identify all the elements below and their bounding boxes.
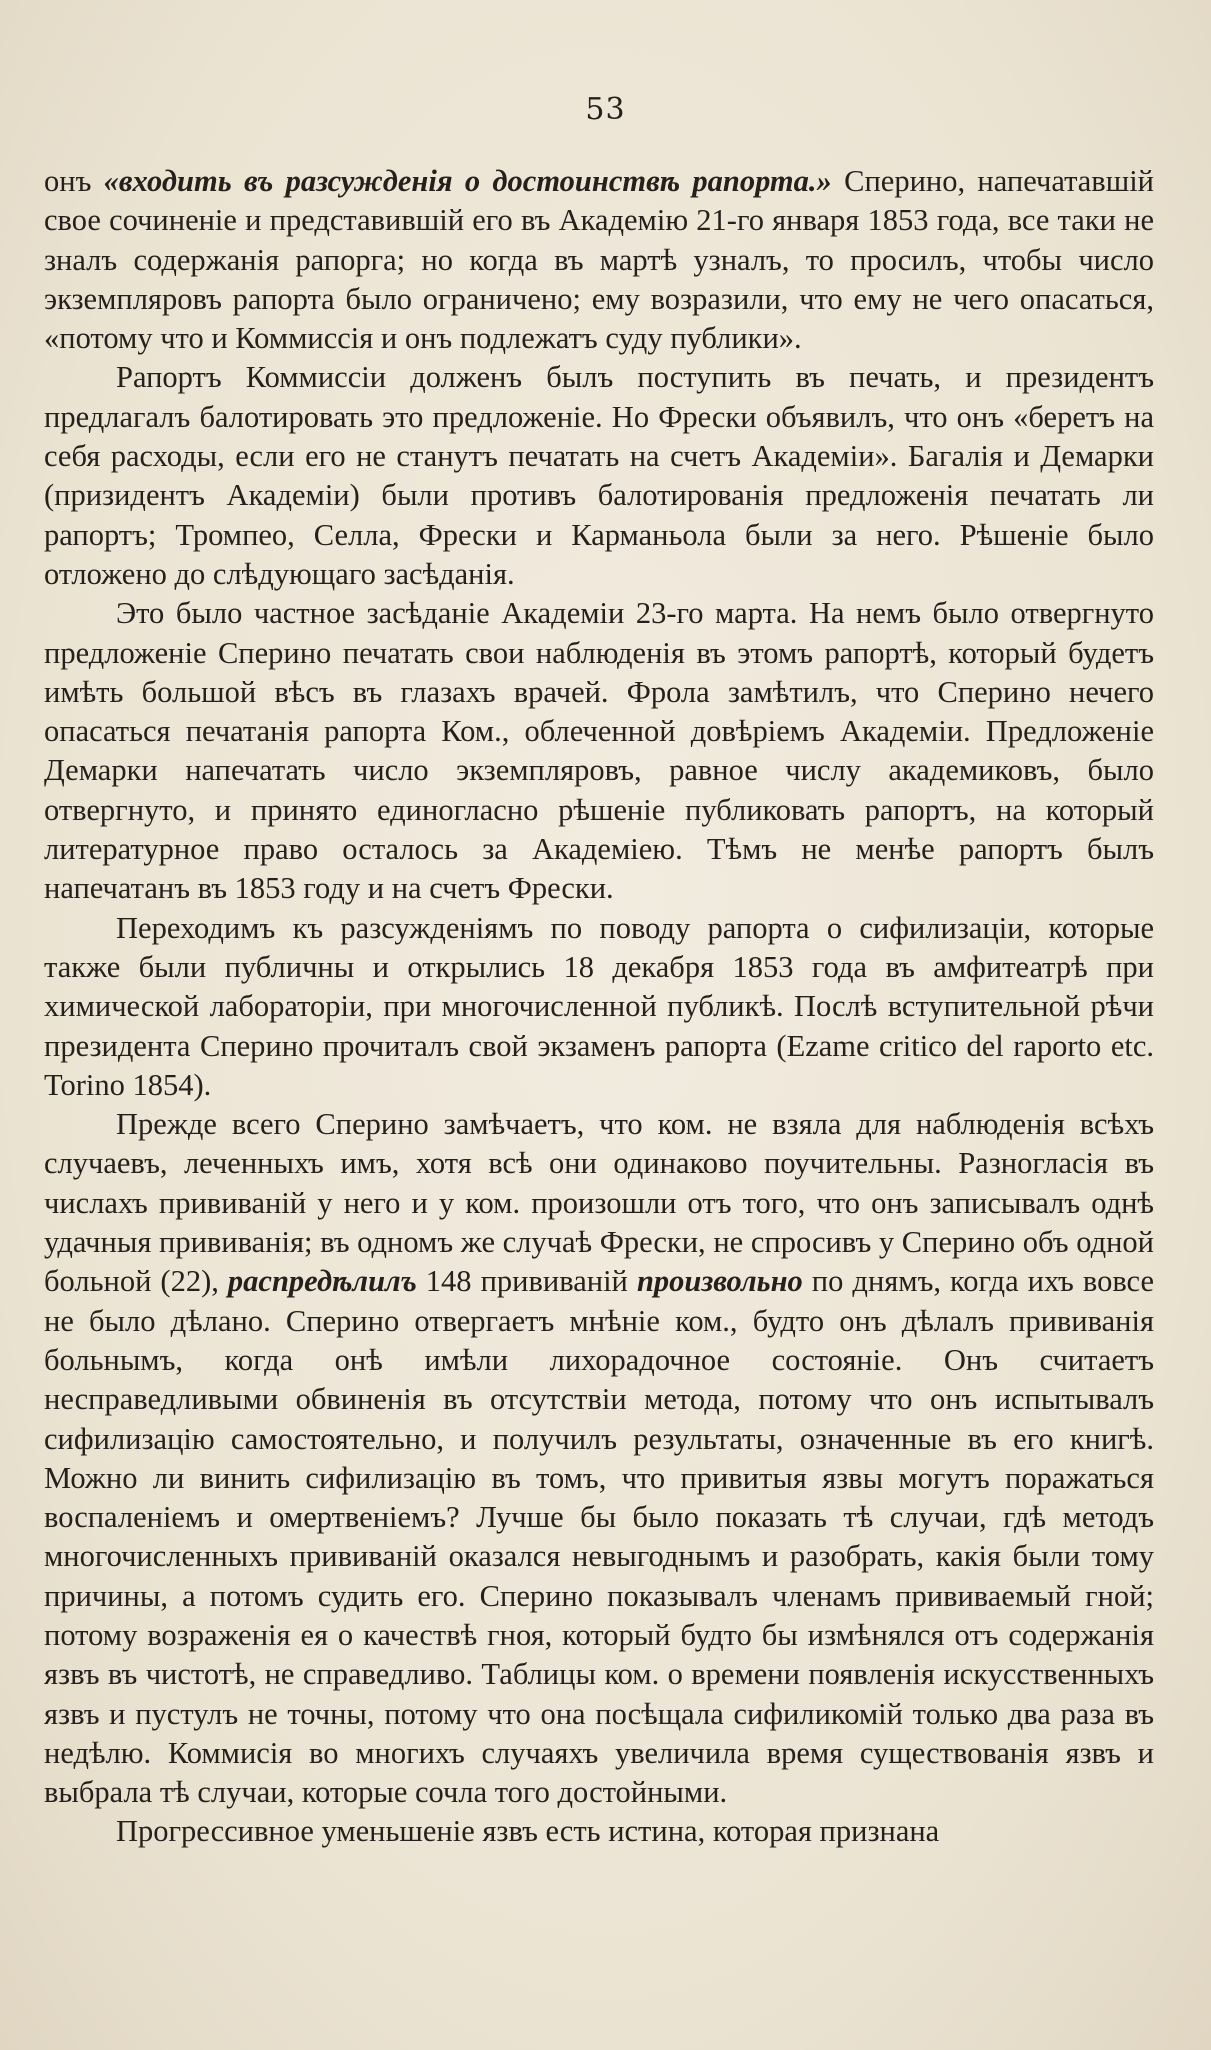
paragraph [44, 358, 1154, 594]
emphasized-text: произвольно [636, 1264, 803, 1299]
page-number: 53 [585, 92, 626, 127]
emphasized-text: «входить въ разсужденія о достоинствѣ рапорта.» [103, 164, 832, 198]
text-run: Рапортъ Коммиссіи долженъ былъ поступить въ печать, и президентъ предлагалъ балотировать это предложеніе. Но Фрески объявилъ, что онъ «беретъ на себя расходы, если его не станутъ печатать на счетъ Академіи». Багалія и Демарки (призидентъ Академіи) были противъ балотированія предложенія печатать ли рапортъ; Тромпео, Селла, Фрески и Карманьола были за него. Рѣшеніе было отложено до слѣдующаго засѣданія. [44, 360, 1154, 591]
text-run: Сперино, напечатавшій свое сочиненіе и представившій его въ Академію 21-го января 1853 года, все таки не зналъ содержанія рапорга; но когда въ мартѣ узналъ, то просилъ, чтобы число экземпляровъ рапорта было ограничено; ему возразили, что ему не чего опасаться, «потому что и Коммиссія и онъ подлежатъ суду публики». [44, 164, 1154, 356]
text-run: Переходимъ къ разсужденіямъ по поводу рапорта о сифилизаціи, которые также были публичны и открылись 18 декабря 1853 года въ амфитеатрѣ при химической лабораторіи, при многочисленной публикѣ. Послѣ вступительной рѣчи президента Сперино прочиталъ свой экзаменъ рапорта (Ezame critico del raporto etc. Torino 1854). [44, 910, 1154, 1102]
text-run: 148 прививаній [416, 1264, 637, 1299]
paragraph [44, 909, 1154, 1105]
text-run: Прежде всего Сперино замѣчаетъ, что ком. не взяла для наблюденія всѣхъ случаевъ, леченныхъ имъ, хотя всѣ они одинаково поучительны. Разногласія въ числахъ прививаній у него и у ком. произошли отъ того, что онъ записывалъ однѣ удачныя прививанія; въ одномъ же случаѣ Фрески, не спросивъ у Сперино объ одной больной (22), [44, 1107, 1154, 1299]
paragraph [44, 162, 1154, 358]
body-text [44, 162, 1154, 1852]
paragraph [44, 1812, 1154, 1851]
text-run: онъ [44, 164, 104, 198]
text-run: Это было частное засѣданіе Академіи 23-го марта. На немъ было отвергнуто предложеніе Сперино печатать свои наблюденія въ этомъ рапортѣ, который будетъ имѣть большой вѣсъ въ глазахъ врачей. Фрола замѣтилъ, что Сперино нечего опасаться печатанія рапорта Ком., облеченной довѣріемъ Академіи. Предложеніе Демарки напечатать число экземпляровъ, равное числу академиковъ, было отвергнуто, и принято единогласно рѣшеніе публиковать рапортъ, на который литературное право осталось за Академіею. Тѣмъ не менѣе рапортъ былъ напечатанъ въ 1853 году и на счетъ Фрески. [44, 596, 1154, 906]
paragraph [44, 1105, 1154, 1812]
emphasized-text: распредѣлилъ [227, 1264, 417, 1299]
text-run: по днямъ, когда ихъ вовсе не было дѣлано. Сперино отвергаетъ мнѣніе ком., будто онъ дѣлалъ прививанія больнымъ, когда онѣ имѣли лихорадочное состояніе. Онъ считаетъ несправедливыми обвиненія въ отсутствіи метода, потому что онъ испытывалъ сифилизацію самостоятельно, и получилъ результаты, означенные въ его книгѣ. Можно ли винить сифилизацію въ томъ, что привитыя язвы могутъ поражаться воспаленіемъ и омертвеніемъ? Лучше бы было показать тѣ случаи, гдѣ методъ многочисленныхъ прививаній оказался невыгоднымъ и разобрать, какія были тому причины, а потомъ судить его. Сперино показывалъ членамъ прививаемый гной; потому возраженія ея о качествѣ гноя, который будто бы измѣнялся отъ содержанія язвъ въ чистотѣ, не справедливо. Таблицы ком. о времени появленія искусственныхъ язвъ и пустулъ не точны, потому что она посѣщала сифиликомій только два раза въ недѣлю. Коммисія во многихъ случаяхъ увеличила время существованія язвъ и выбрала тѣ случаи, которые сочла того достойными. [44, 1264, 1154, 1810]
paragraph [44, 594, 1154, 908]
text-run: Прогрессивное уменьшеніе язвъ есть истина, которая признана [116, 1814, 940, 1849]
